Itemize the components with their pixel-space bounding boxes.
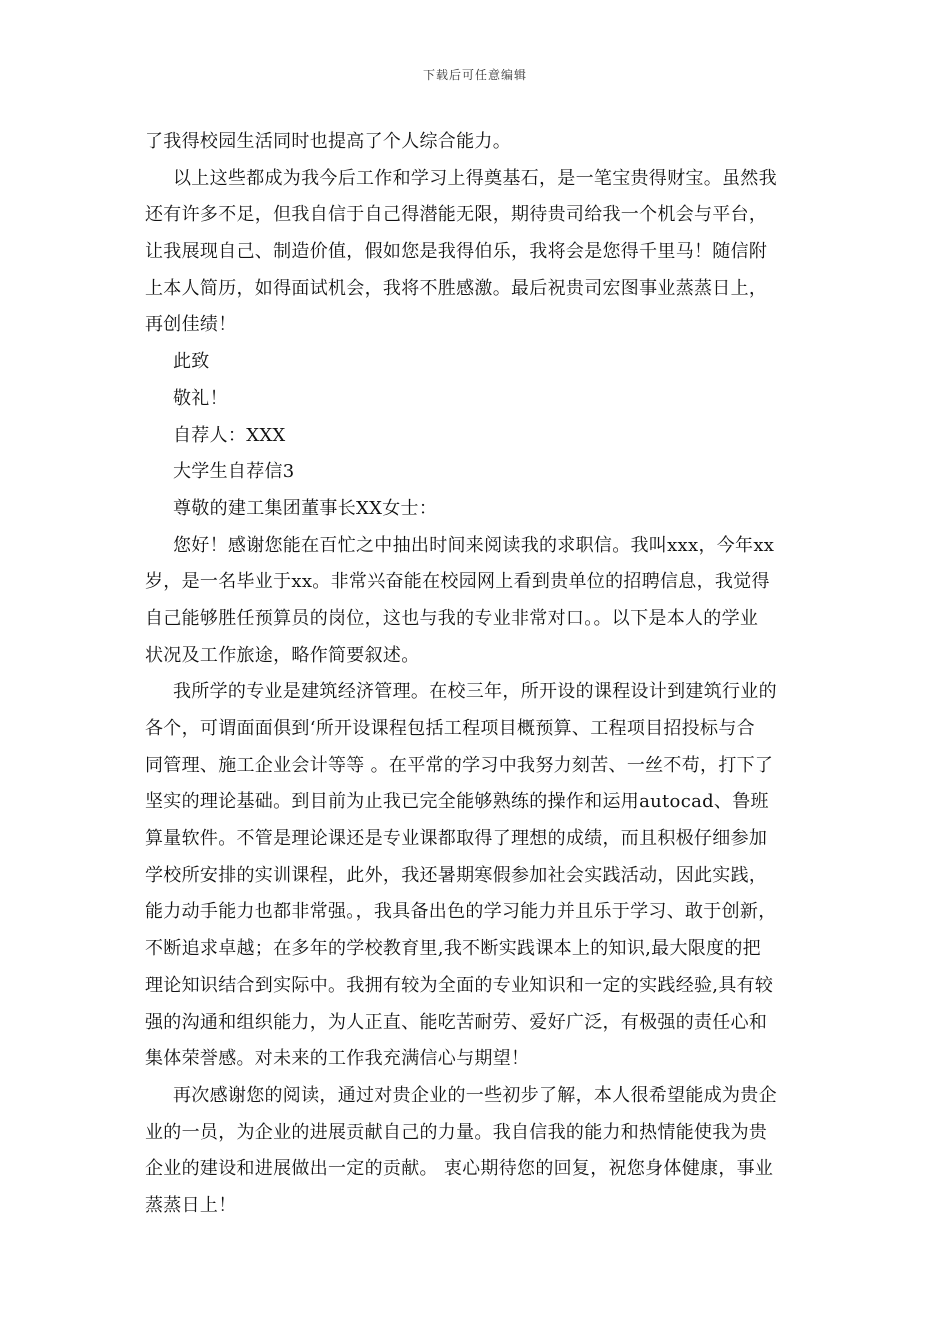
text-line: 企业的建设和进展做出一定的贡献。 衷心期待您的回复，祝您身体健康，事业 xyxy=(145,1158,774,1180)
text-line: 尊敬的建工集团董事长XX女士： xyxy=(173,497,438,519)
text-line: 了我得校园生活同时也提高了个人综合能力。 xyxy=(145,131,511,152)
letter-body xyxy=(145,124,810,1225)
text-line: 算量软件。不管是理论课还是专业课都取得了理想的成绩，而且积极仔细参加 xyxy=(145,828,768,850)
text-line: 不断追求卓越；在多年的学校教育里,我不断实践课本上的知识,最大限度的把 xyxy=(145,938,761,960)
text-line: 业的一员，为企业的进展贡献自己的力量。我自信我的能力和热情能使我为贵 xyxy=(145,1121,768,1143)
text-line: 学校所安排的实训课程，此外，我还暑期寒假参加社会实践活动，因此实践， xyxy=(145,864,768,886)
text-line: 自己能够胜任预算员的岗位，这也与我的专业非常对口。。以下是本人的学业 xyxy=(145,607,759,629)
text-line: 岁，是一名毕业于xx。非常兴奋能在校园网上看到贵单位的招聘信息，我觉得 xyxy=(145,571,770,593)
text-line: 此致 xyxy=(173,351,210,373)
text-line: 自荐人：XXX xyxy=(173,424,286,446)
text-line: 敬礼！ xyxy=(173,387,228,409)
text-line: 坚实的理论基础。到目前为止我已完全能够熟练的操作和运用autocad、鲁班 xyxy=(145,791,769,813)
text-line: 让我展现自己、制造价值，假如您是我得伯乐，我将会是您得千里马！随信附 xyxy=(145,241,768,263)
text-line: 同管理、施工企业会计等等 。在平常的学习中我努力刻苦、一丝不苟，打下了 xyxy=(145,754,774,776)
text-line: 能力动手能力也都非常强。，我具备出色的学习能力并且乐于学习、敢于创新， xyxy=(145,901,777,923)
page-header-note: 下载后可任意编辑 xyxy=(422,68,527,82)
text-line: 蒸蒸日上！ xyxy=(145,1194,237,1216)
text-line: 还有许多不足，但我自信于自己得潜能无限，期待贵司给我一个机会与平台， xyxy=(145,204,768,226)
text-line: 您好！感谢您能在百忙之中抽出时间来阅读我的求职信。我叫xxx，今年xx xyxy=(173,534,775,556)
text-line: 以上这些都成为我今后工作和学习上得奠基石，是一笔宝贵得财宝。虽然我 xyxy=(173,167,777,189)
text-line: 各个，可谓面面俱到‘所开设课程包括工程项目概预算、工程项目招投标与合 xyxy=(145,718,755,739)
text-line: 上本人简历，如得面试机会，我将不胜感激。最后祝贵司宏图事业蒸蒸日上， xyxy=(145,277,768,299)
text-line: 集体荣誉感。对未来的工作我充满信心与期望！ xyxy=(145,1048,530,1070)
text-line: 我所学的专业是建筑经济管理。在校三年，所开设的课程设计到建筑行业的 xyxy=(173,681,777,703)
text-line: 强的沟通和组织能力，为人正直、能吃苦耐劳、爱好广泛，有极强的责任心和 xyxy=(145,1011,768,1033)
text-line: 大学生自荐信3 xyxy=(173,461,295,483)
text-line: 状况及工作旅途，略作简要叙述。 xyxy=(145,644,420,666)
text-line: 再创佳绩！ xyxy=(145,314,237,336)
text-line: 再次感谢您的阅读，通过对贵企业的一些初步了解，本人很希望能成为贵企 xyxy=(173,1084,777,1106)
text-line: 理论知识结合到实际中。我拥有较为全面的专业知识和一定的实践经验,具有较 xyxy=(145,974,774,996)
